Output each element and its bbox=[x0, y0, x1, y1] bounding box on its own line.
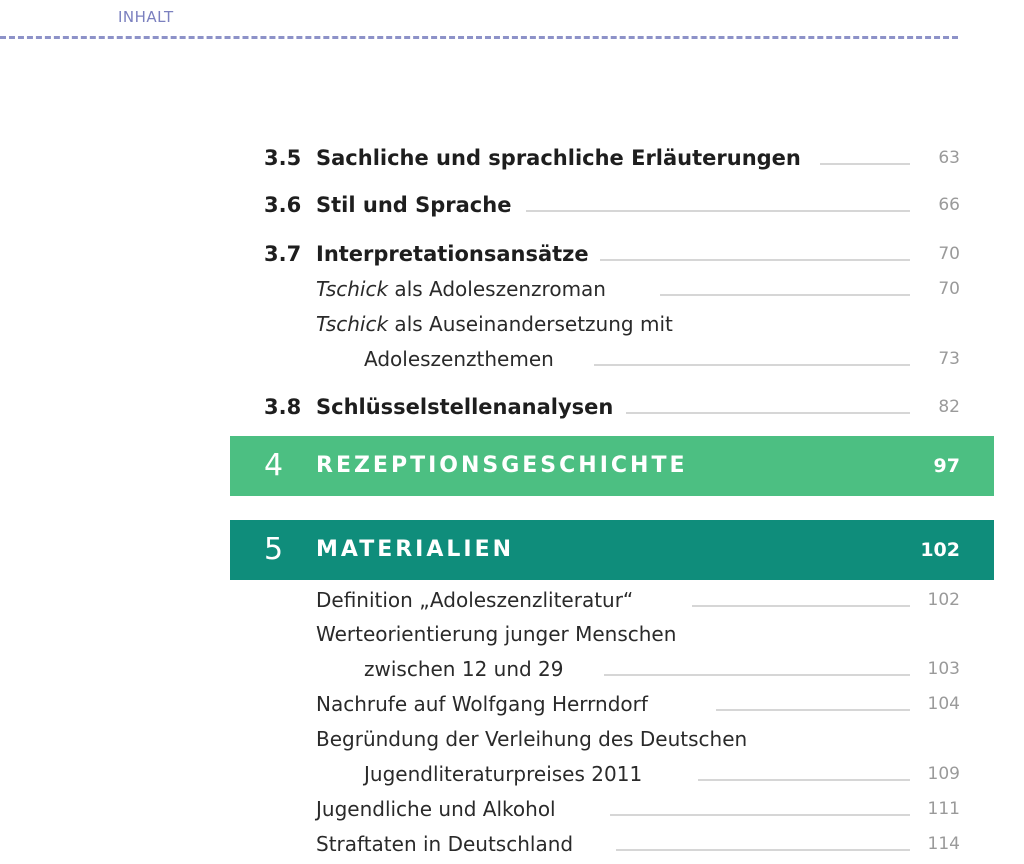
subentry-title bbox=[316, 307, 673, 341]
toc-subentry-continuation[interactable] bbox=[0, 652, 1024, 686]
toc-entry-3-7[interactable] bbox=[0, 237, 1024, 271]
chapter-title: MATERIALIEN bbox=[316, 537, 515, 562]
dot-leader bbox=[716, 709, 910, 711]
toc-subentry[interactable] bbox=[0, 722, 1024, 756]
section-title: Interpretationsansätze bbox=[316, 242, 589, 266]
page-number: 103 bbox=[927, 659, 960, 679]
page-number: 109 bbox=[927, 764, 960, 784]
toc-entry-3-8[interactable] bbox=[0, 390, 1024, 424]
dot-leader bbox=[526, 210, 910, 212]
page-number: 73 bbox=[938, 349, 960, 369]
chapter-title: REZEPTIONSGESCHICHTE bbox=[316, 453, 688, 478]
dot-leader bbox=[626, 412, 910, 414]
page-number: 102 bbox=[927, 590, 960, 610]
page-number: 63 bbox=[938, 148, 960, 168]
toc-subentry[interactable] bbox=[0, 307, 1024, 341]
chapter-band-5[interactable] bbox=[230, 520, 994, 580]
section-title: Sachliche und sprachliche Erläuterungen bbox=[316, 146, 801, 170]
page-number: 111 bbox=[927, 799, 960, 819]
chapter-number: 5 bbox=[264, 532, 284, 567]
section-number: 3.8 bbox=[264, 395, 302, 419]
header-label: INHALT bbox=[118, 8, 174, 26]
subentry-title: Straftaten in Deutschland bbox=[316, 832, 574, 856]
section-number: 3.6 bbox=[264, 193, 302, 217]
page-number: 104 bbox=[927, 694, 960, 714]
toc-subentry[interactable] bbox=[0, 272, 1024, 306]
chapter-page: 102 bbox=[920, 539, 960, 561]
subentry-title-cont: zwischen 12 und 29 bbox=[364, 657, 564, 681]
book-title: Tschick bbox=[316, 312, 389, 336]
dot-leader bbox=[604, 674, 910, 676]
subentry-title: Jugendliche und Alkohol bbox=[316, 797, 556, 821]
page-number: 66 bbox=[938, 195, 960, 215]
subentry-title-rest: als Adoleszenzroman bbox=[388, 277, 606, 301]
section-title: Schlüsselstellenanalysen bbox=[316, 395, 614, 419]
toc-subentry-continuation[interactable] bbox=[0, 342, 1024, 376]
subentry-title-cont: Adoleszenzthemen bbox=[364, 347, 554, 371]
toc-subentry[interactable] bbox=[0, 617, 1024, 651]
section-number: 3.7 bbox=[264, 242, 302, 266]
chapter-band-4[interactable] bbox=[230, 436, 994, 496]
toc-entry-3-6[interactable] bbox=[0, 188, 1024, 222]
section-title: Stil und Sprache bbox=[316, 193, 512, 217]
toc-entry-3-5[interactable] bbox=[0, 141, 1024, 175]
subentry-title-rest: als Auseinandersetzung mit bbox=[388, 312, 673, 336]
page-number: 114 bbox=[927, 834, 960, 854]
toc-subentry[interactable] bbox=[0, 792, 1024, 826]
chapter-number: 4 bbox=[264, 448, 284, 483]
subentry-title: Werteorientierung junger Menschen bbox=[316, 622, 677, 646]
page-number: 82 bbox=[938, 397, 960, 417]
toc-subentry-continuation[interactable] bbox=[0, 757, 1024, 791]
subentry-title bbox=[316, 272, 606, 306]
dot-leader bbox=[820, 163, 910, 165]
dot-leader bbox=[692, 605, 910, 607]
subentry-title: Definition „Adoleszenzliteratur“ bbox=[316, 588, 634, 612]
subentry-title: Begründung der Verleihung des Deutschen bbox=[316, 727, 748, 751]
section-number: 3.5 bbox=[264, 146, 302, 170]
page-number: 70 bbox=[938, 279, 960, 299]
subentry-title: Nachrufe auf Wolfgang Herrndorf bbox=[316, 692, 648, 716]
toc-subentry[interactable] bbox=[0, 687, 1024, 721]
dot-leader bbox=[616, 849, 910, 851]
header-divider bbox=[0, 36, 958, 39]
dot-leader bbox=[594, 364, 910, 366]
dot-leader bbox=[600, 259, 910, 261]
chapter-page: 97 bbox=[933, 455, 960, 477]
dot-leader bbox=[610, 814, 910, 816]
toc-subentry[interactable] bbox=[0, 827, 1024, 861]
dot-leader bbox=[660, 294, 910, 296]
toc-subentry[interactable] bbox=[0, 583, 1024, 617]
dot-leader bbox=[698, 779, 910, 781]
subentry-title-cont: Jugendliteraturpreises 2011 bbox=[364, 762, 643, 786]
page-number: 70 bbox=[938, 244, 960, 264]
book-title: Tschick bbox=[316, 277, 389, 301]
